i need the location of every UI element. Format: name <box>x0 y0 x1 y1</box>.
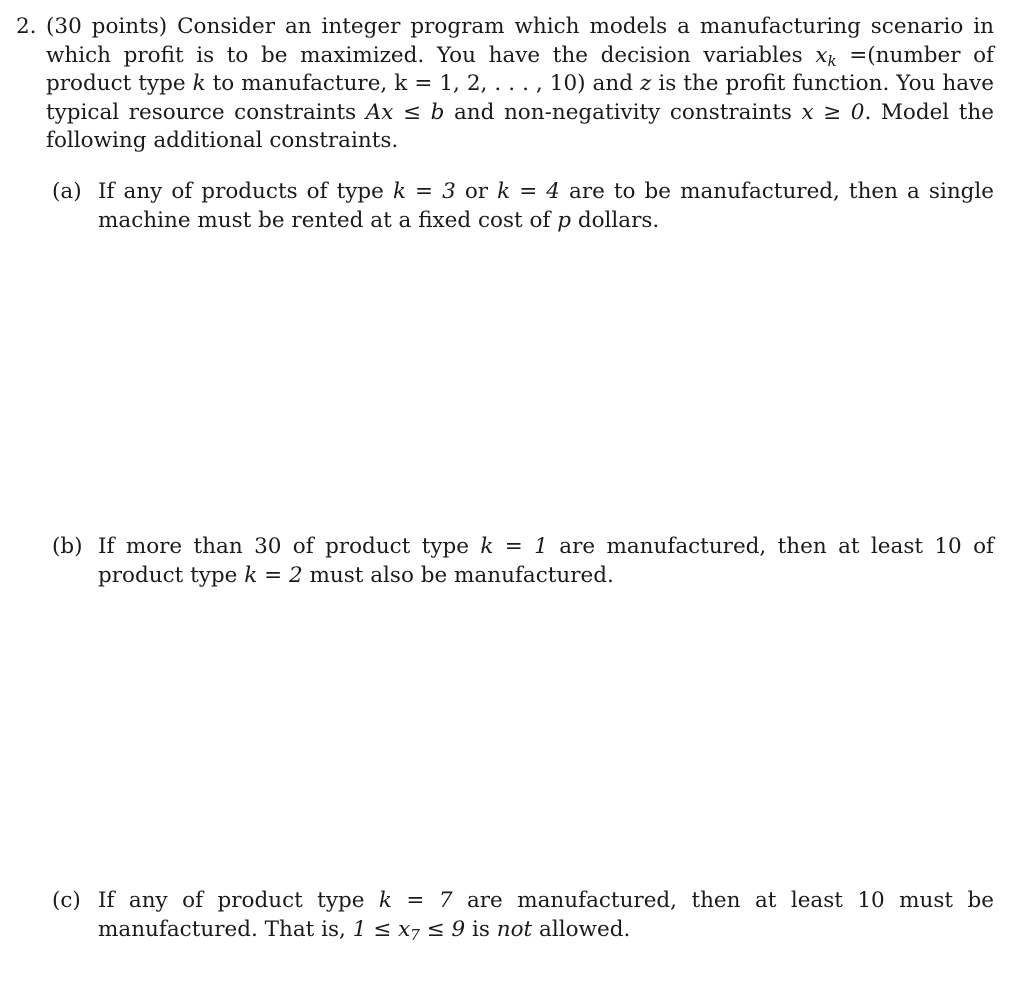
math-var-k: k <box>192 71 206 97</box>
part-a-text-3: are to be manufactured, then a single machine must be rented at a fixed cost of <box>98 179 995 233</box>
part-a-label: (a) <box>52 179 82 204</box>
part-c-text-3: is <box>472 916 490 942</box>
math-constraint-nonneg: x ≥ 0 <box>801 99 865 125</box>
part-a-text-1: If any of products of type <box>98 179 384 204</box>
problem-points: (30 points) <box>46 14 168 39</box>
part-c-text <box>98 887 994 944</box>
part-a-math-3: p <box>557 207 571 233</box>
math-var-x: $x_k$ <box>815 42 837 70</box>
part-b-text-2: are manufactured, then at least 10 of product type <box>98 534 995 588</box>
part-c <box>52 887 994 944</box>
part-c-math-2: $1 \le x_7 \le 9$ <box>352 916 466 944</box>
problem-statement <box>16 13 994 156</box>
part-b-text-1: If more than 30 of product type <box>98 534 469 559</box>
part-a-math-1: k = 3 <box>392 179 456 204</box>
part-c-math-1: k = 7 <box>378 888 453 913</box>
problem-intro-5: is the profit function. You have typical resource constraints <box>46 71 994 125</box>
part-c-label: (c) <box>52 888 81 913</box>
part-b-math-2: k = 2 <box>244 562 303 588</box>
part-c-text-2: are manufactured, then at least 10 must be manufactured. That is, <box>98 888 994 942</box>
problem-intro-3: to manufacture, <box>212 71 388 97</box>
part-a-text-2: or <box>464 179 489 204</box>
part-b <box>52 533 994 590</box>
part-b-label: (b) <box>52 534 83 559</box>
problem-number: 2. <box>16 14 37 39</box>
part-a-math-2: k = 4 <box>497 179 560 204</box>
part-c-emphasis: not <box>496 916 533 942</box>
math-constraint-axb: Ax ≤ b <box>365 99 445 125</box>
problem-intro-1: Consider an integer program which models a manufacturing scenario in which profit is to be maximized. You have the decision variables <box>46 14 994 68</box>
problem-intro-4: and <box>592 71 633 97</box>
part-a <box>52 178 994 235</box>
part-c-text-4: allowed. <box>539 916 631 942</box>
part-a-text <box>98 178 994 235</box>
part-b-text-3: must also be manufactured. <box>309 562 614 588</box>
part-b-math-1: k = 1 <box>480 534 548 559</box>
math-var-z: z <box>640 71 652 97</box>
problem-intro-7: . Model the following additional constraints. <box>46 99 994 154</box>
part-b-text <box>98 533 994 590</box>
part-a-text-4: dollars. <box>577 207 660 233</box>
problem-intro-2: =(number of product type <box>46 42 995 97</box>
math-k-range: k = 1, 2, . . . , 10) <box>394 71 586 97</box>
problem-body <box>46 13 994 156</box>
part-c-text-1: If any of product type <box>98 888 365 913</box>
problem-intro-6: and non-negativity constraints <box>453 99 792 125</box>
